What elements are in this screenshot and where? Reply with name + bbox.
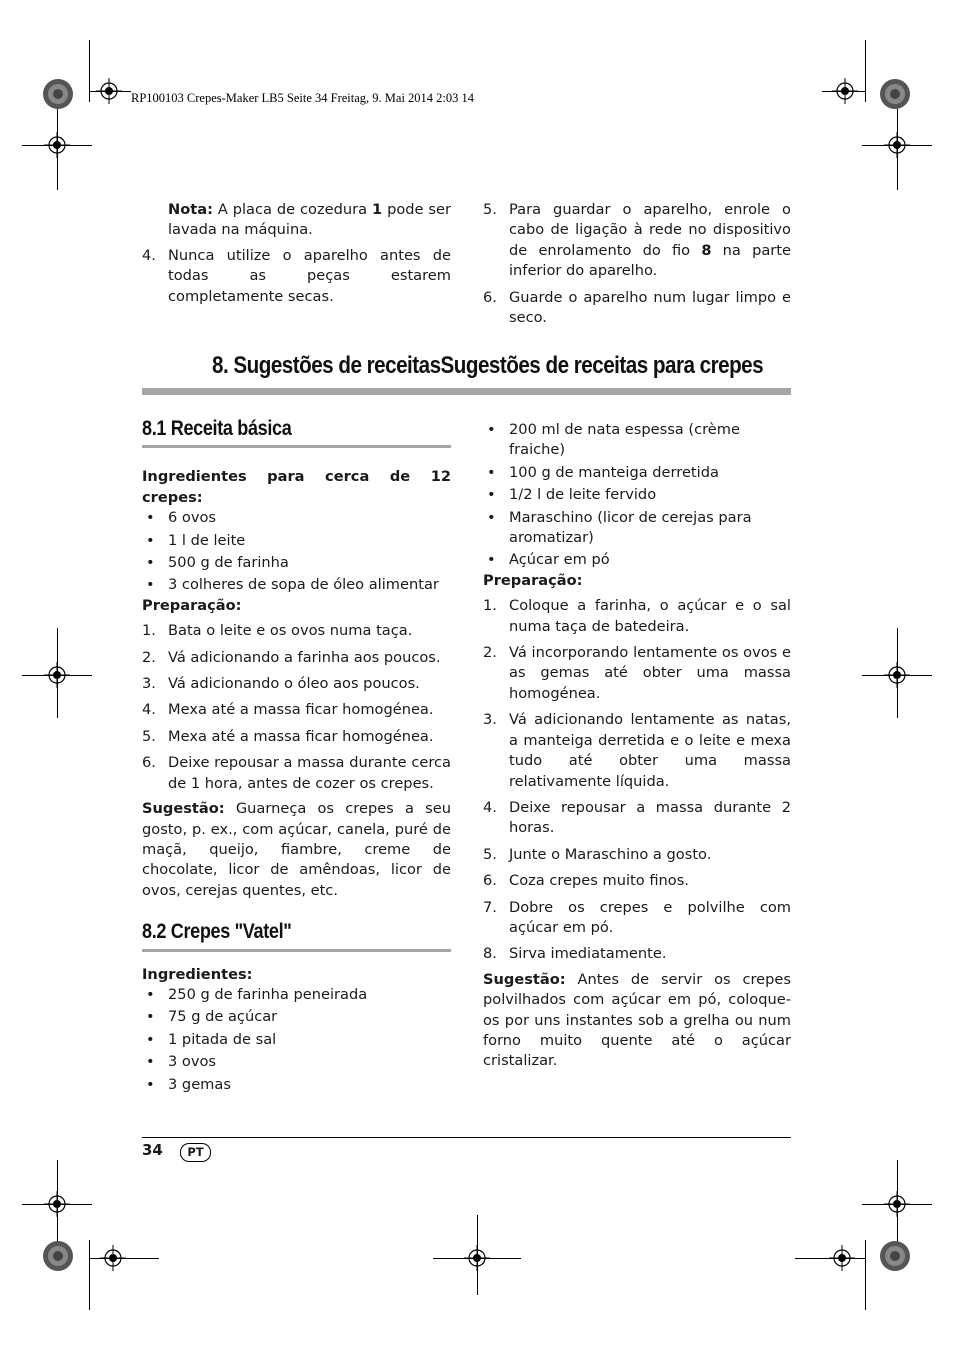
ingredient-text: 500 g de farinha (168, 554, 289, 572)
step-number: 4. (142, 701, 156, 719)
note-paragraph: Nota: A placa de cozedura 1 pode ser lavada na máquina. (168, 201, 452, 239)
step-text: Coza crepes muito finos. (509, 872, 689, 890)
bullet-icon: • (146, 554, 155, 572)
bullet-icon: • (487, 421, 496, 438)
calibration-disc-icon (42, 1240, 74, 1272)
step-number: 2. (483, 644, 497, 662)
section-title-rule (142, 388, 791, 395)
ingredient-item (483, 463, 791, 483)
language-badge: PT (180, 1143, 211, 1162)
bullet-icon: • (487, 551, 496, 569)
cleaning-continued-right (483, 200, 791, 328)
ingredient-item (142, 1007, 451, 1027)
step-text: Dobre os crepes e polvilhe com açúcar em pó. (509, 898, 791, 936)
bullet-icon: • (146, 1053, 155, 1071)
step-number: 5. (483, 845, 497, 863)
recipe1-title-rule (142, 445, 451, 448)
recipe2-tip: Sugestão: Antes de servir os crepes polvilhados com açúcar em pó, coloque-os por uns instantes sob a grelha ou num forno muito quente até o açúcar cristalizar. (483, 970, 791, 1070)
step-item (142, 674, 451, 694)
step-number: 3. (142, 675, 156, 693)
registration-mark-icon (44, 132, 70, 158)
step-text: Mexa até a massa ficar homogénea. (168, 701, 434, 719)
ingredient-text: Açúcar em pó (509, 551, 610, 569)
step-text: Mexa até a massa ficar homogénea. (168, 727, 434, 745)
bullet-icon: • (487, 486, 496, 504)
bullet-icon: • (146, 1008, 155, 1026)
step-item (142, 753, 451, 794)
recipe2-title: 8.2 Crepes "Vatel" (142, 920, 292, 944)
ingredient-text: 3 ovos (168, 1053, 217, 1071)
recipe2-ingredients-label: Ingredientes: (142, 965, 253, 983)
ingredient-item (142, 1030, 451, 1050)
ingredient-item (483, 420, 791, 461)
recipe2-ingredient-list (142, 985, 451, 1095)
recipe2-ingredient-list-continued (483, 420, 791, 571)
step-number: 3. (483, 711, 497, 729)
step-number: 4. (483, 798, 497, 816)
ingredient-item (142, 1052, 451, 1072)
step-number: 8. (483, 945, 497, 963)
step-text: Junte o Maraschino a gosto. (509, 845, 712, 863)
bullet-icon: • (146, 576, 155, 594)
step-text: Coloque a farinha, o açúcar e o sal numa taça de batedeira. (509, 597, 791, 635)
registration-mark-icon (100, 1245, 126, 1271)
ingredient-text: 100 g de manteiga derretida (509, 463, 719, 481)
registration-mark-icon (96, 78, 122, 104)
step-item (483, 898, 791, 939)
step-number: 7. (483, 898, 497, 916)
recipe1-tip: Sugestão: Guarneça os crepes a seu gosto, p. ex., com açúcar, canela, puré de maçã, queijo, fiambre, creme de chocolate, licor de amêndoas, licor de ovos, cerejas quentes, etc. (142, 800, 451, 899)
list-item: 4. Nunca utilize o aparelho antes de todas as peças estarem completamente secas. (142, 246, 451, 305)
step-item (483, 710, 791, 792)
bullet-icon: • (146, 985, 155, 1003)
recipe1-ingredient-list (142, 508, 451, 596)
list-item: 5. Para guardar o aparelho, enrole o cabo de ligação à rede no dispositivo de enrolamento do fio 8 na parte inferior do aparelho. (483, 201, 791, 280)
ingredient-item (142, 1075, 451, 1095)
ingredient-item (142, 575, 451, 595)
section-title: 8. Sugestões de receitasSugestões de receitas para crepes (212, 352, 764, 379)
recipe1-preparation-label: Preparação: (142, 596, 242, 614)
registration-mark-icon (464, 1245, 490, 1271)
step-number: 6. (142, 754, 156, 772)
ingredient-item (483, 508, 791, 549)
step-number: 2. (142, 648, 156, 666)
step-item (483, 845, 791, 865)
step-item (483, 944, 791, 964)
step-text: Bata o leite e os ovos numa taça. (168, 622, 413, 640)
ingredient-text: 3 colheres de sopa de óleo alimentar (168, 576, 439, 594)
ingredient-item (142, 531, 451, 551)
recipe1-step-list (142, 621, 451, 794)
registration-mark-icon (884, 132, 910, 158)
step-item (142, 648, 451, 668)
registration-mark-icon (832, 78, 858, 104)
step-text: Vá adicionando lentamente as natas, a manteiga derretida e o leite e mexa tudo até obter uma massa relativamente líquida. (509, 711, 791, 790)
step-item (483, 643, 791, 704)
step-text: Sirva imediatamente. (509, 945, 667, 963)
footer-rule (142, 1137, 791, 1138)
recipe2-preparation-label: Preparação: (483, 571, 583, 589)
bullet-icon: • (146, 1075, 155, 1093)
cleaning-continued-left (142, 200, 451, 307)
bullet-icon: • (146, 531, 155, 549)
registration-mark-icon (44, 1191, 70, 1217)
ingredient-text: 200 ml de nata espessa (crème fraiche) (509, 421, 740, 459)
recipe1-title: 8.1 Receita básica (142, 417, 292, 440)
step-text: Deixe repousar a massa durante 2 horas. (509, 798, 791, 837)
ingredient-text: 1 pitada de sal (168, 1030, 277, 1048)
ingredient-item (142, 985, 451, 1005)
recipe2-title-rule (142, 949, 451, 952)
ingredient-text: 1 l de leite (168, 531, 246, 549)
step-number: 1. (142, 622, 156, 640)
ingredient-item (483, 485, 791, 505)
bullet-icon: • (487, 508, 496, 526)
calibration-disc-icon (879, 78, 911, 110)
ingredient-text: 3 gemas (168, 1075, 231, 1093)
bullet-icon: • (146, 509, 155, 527)
ingredient-text: 75 g de açúcar (168, 1008, 278, 1026)
registration-mark-icon (884, 1191, 910, 1217)
step-item (142, 621, 451, 641)
ingredient-text: 6 ovos (168, 509, 217, 527)
step-text: Vá adicionando o óleo aos poucos. (168, 675, 420, 693)
registration-mark-icon (44, 662, 70, 688)
ingredient-text: 250 g de farinha peneirada (168, 985, 368, 1003)
step-text: Vá incorporando lentamente os ovos e as gemas até obter uma massa homogénea. (509, 644, 791, 702)
bullet-icon: • (487, 463, 496, 481)
registration-mark-icon (829, 1245, 855, 1271)
recipe1-ingredients-label: Ingredientes para cerca de 12 crepes: (142, 468, 451, 506)
bullet-icon: • (146, 1030, 155, 1048)
page-number: 34 (142, 1141, 163, 1159)
registration-mark-icon (884, 662, 910, 688)
step-text: Deixe repousar a massa durante cerca de 1 hora, antes de cozer os crepes. (168, 754, 451, 792)
step-item (142, 700, 451, 720)
step-text: Vá adicionando a farinha aos poucos. (168, 648, 441, 666)
recipe-right-column (483, 420, 791, 1072)
calibration-disc-icon (879, 1240, 911, 1272)
step-number: 5. (142, 727, 156, 745)
print-slug: RP100103 Crepes-Maker LB5 Seite 34 Freitag, 9. Mai 2014 2:03 14 (131, 91, 475, 105)
ingredient-item (483, 550, 791, 570)
step-item (483, 596, 791, 637)
list-item: 6. Guarde o aparelho num lugar limpo e seco. (483, 288, 791, 327)
ingredient-item (142, 553, 451, 573)
ingredient-text: Maraschino (licor de cerejas para aromatizar) (509, 508, 752, 547)
recipe-left-column (142, 419, 451, 1095)
step-number: 6. (483, 872, 497, 890)
step-item (483, 798, 791, 839)
step-item (142, 727, 451, 747)
recipe2-step-list (483, 596, 791, 965)
step-item (483, 871, 791, 891)
step-number: 1. (483, 597, 497, 615)
ingredient-text: 1/2 l de leite fervido (509, 486, 657, 504)
calibration-disc-icon (42, 78, 74, 110)
ingredient-item (142, 508, 451, 528)
